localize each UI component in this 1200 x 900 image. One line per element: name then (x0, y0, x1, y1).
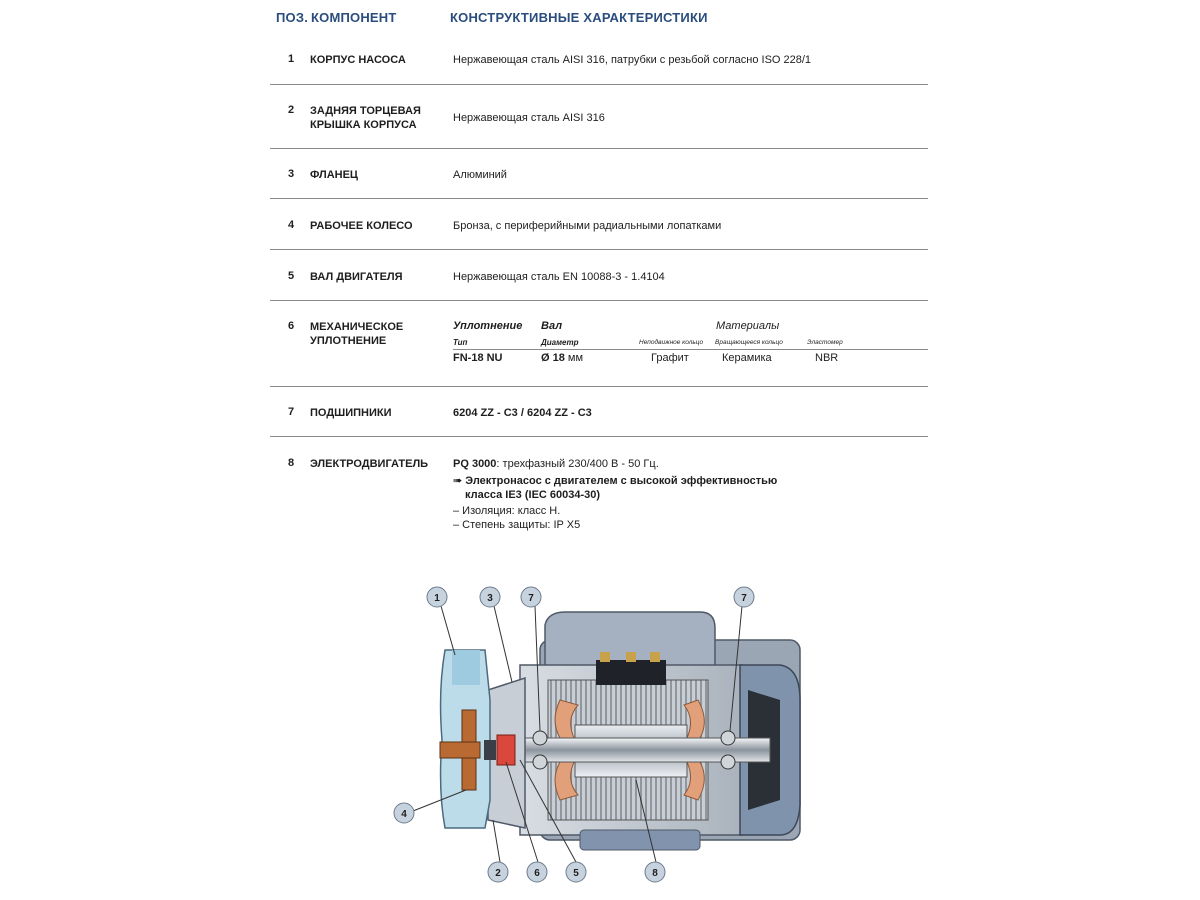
stationary-ring-value: Графит (651, 352, 689, 364)
rotating-ring-subheader: Вращающееся кольцо (715, 339, 783, 346)
materials-column-header: Материалы (716, 320, 780, 332)
component-description: 6204 ZZ - C3 / 6204 ZZ - C3 (453, 407, 592, 419)
callout-4 (394, 803, 414, 823)
callout-label: 2 (495, 868, 501, 879)
header-characteristics: КОНСТРУКТИВНЫЕ ХАРАКТЕРИСТИКИ (450, 10, 708, 25)
row-number: 3 (288, 168, 295, 180)
header-pos: ПОЗ. (276, 10, 309, 25)
row-number: 8 (288, 457, 295, 469)
callout-1 (427, 587, 447, 607)
component-description: Нержавеющая сталь EN 10088-3 - 1.4104 (453, 271, 665, 283)
leader-line-2 (493, 820, 500, 862)
ie3-line1: Электронасос с двигателем с высокой эффективностью (465, 475, 778, 487)
motor-foot (580, 830, 700, 850)
mechanical-seal (497, 735, 515, 765)
callout-5 (566, 862, 586, 882)
seal-spring (484, 740, 496, 760)
component-description: Нержавеющая сталь AISI 316 (453, 112, 605, 124)
seal-column-header: Уплотнение (453, 320, 523, 332)
discharge-port (452, 650, 480, 685)
leader-line-3 (494, 606, 512, 682)
callout-6 (527, 862, 547, 882)
pump-body (440, 612, 800, 850)
elastomer-value: NBR (815, 352, 839, 364)
bearing-front-lower (533, 755, 547, 769)
component-name: ЭЛЕКТРОДВИГАТЕЛЬ (310, 458, 429, 470)
shaft-column-header: Вал (541, 320, 563, 332)
motor-model: PQ 3000 (453, 458, 497, 470)
terminal-screw (626, 652, 636, 662)
component-name: РАБОЧЕЕ КОЛЕСО (310, 220, 413, 232)
seal-type-value: FN-18 NU (453, 352, 503, 364)
row-number: 5 (288, 270, 295, 282)
callout-label: 7 (741, 593, 747, 604)
insulation-class: – Изоляция: класс H. (453, 505, 561, 517)
diameter-number: Ø 18 (541, 352, 565, 364)
diameter-unit: мм (567, 352, 584, 364)
elastomer-subheader: Эластомер (807, 339, 843, 346)
callout-8 (645, 862, 665, 882)
callout-label: 6 (534, 868, 540, 879)
bearing-rear (721, 731, 735, 745)
component-name: ВАЛ ДВИГАТЕЛЯ (310, 271, 403, 283)
callout-7-rear (734, 587, 754, 607)
leader-line-1 (441, 606, 455, 655)
component-description: Бронза, с периферийными радиальными лопатками (453, 220, 722, 232)
terminal-screw (650, 652, 660, 662)
component-name-line1: ЗАДНЯЯ ТОРЦЕВАЯ (310, 105, 421, 117)
callout-label: 7 (528, 593, 534, 604)
impeller-hub (440, 742, 480, 758)
bearing-rear-lower (721, 755, 735, 769)
component-name-line2: КРЫШКА КОРПУСА (310, 119, 417, 131)
component-name: КОРПУС НАСОСА (310, 54, 406, 66)
arrow-icon: ➠ (453, 475, 463, 487)
ie3-line2: класса IE3 (IEC 60034-30) (465, 489, 601, 501)
callout-7-front (521, 587, 541, 607)
rotating-ring-value: Керамика (722, 352, 772, 364)
row-number: 1 (288, 53, 295, 65)
motor-model-desc: : трехфазный 230/400 В - 50 Гц. (496, 458, 659, 470)
row-number: 7 (288, 406, 295, 418)
component-name: ПОДШИПНИКИ (310, 407, 392, 419)
row-number: 6 (288, 320, 295, 332)
component-description: Алюминий (453, 169, 507, 181)
terminal-screw (600, 652, 610, 662)
callout-2 (488, 862, 508, 882)
bearing-front (533, 731, 547, 745)
stationary-ring-subheader: Неподвижное кольцо (639, 339, 704, 346)
callout-label: 1 (434, 593, 440, 604)
callout-label: 4 (401, 809, 407, 820)
protection-degree: – Степень защиты: IP X5 (453, 519, 581, 531)
callout-label: 3 (487, 593, 493, 604)
diameter-subheader: Диаметр (541, 338, 579, 347)
header-component: КОМПОНЕНТ (311, 10, 397, 25)
row-number: 4 (288, 219, 295, 231)
component-description: Нержавеющая сталь AISI 316, патрубки с резьбой согласно ISO 228/1 (453, 54, 812, 66)
component-name: ФЛАНЕЦ (310, 169, 358, 181)
callout-3 (480, 587, 500, 607)
component-name-line1: МЕХАНИЧЕСКОЕ (310, 321, 404, 333)
terminal-block (596, 660, 666, 685)
row-number: 2 (288, 104, 295, 116)
component-name-line2: УПЛОТНЕНИЕ (310, 335, 387, 347)
type-subheader: Тип (453, 338, 468, 347)
callout-label: 5 (573, 868, 579, 879)
callout-label: 8 (652, 868, 658, 879)
